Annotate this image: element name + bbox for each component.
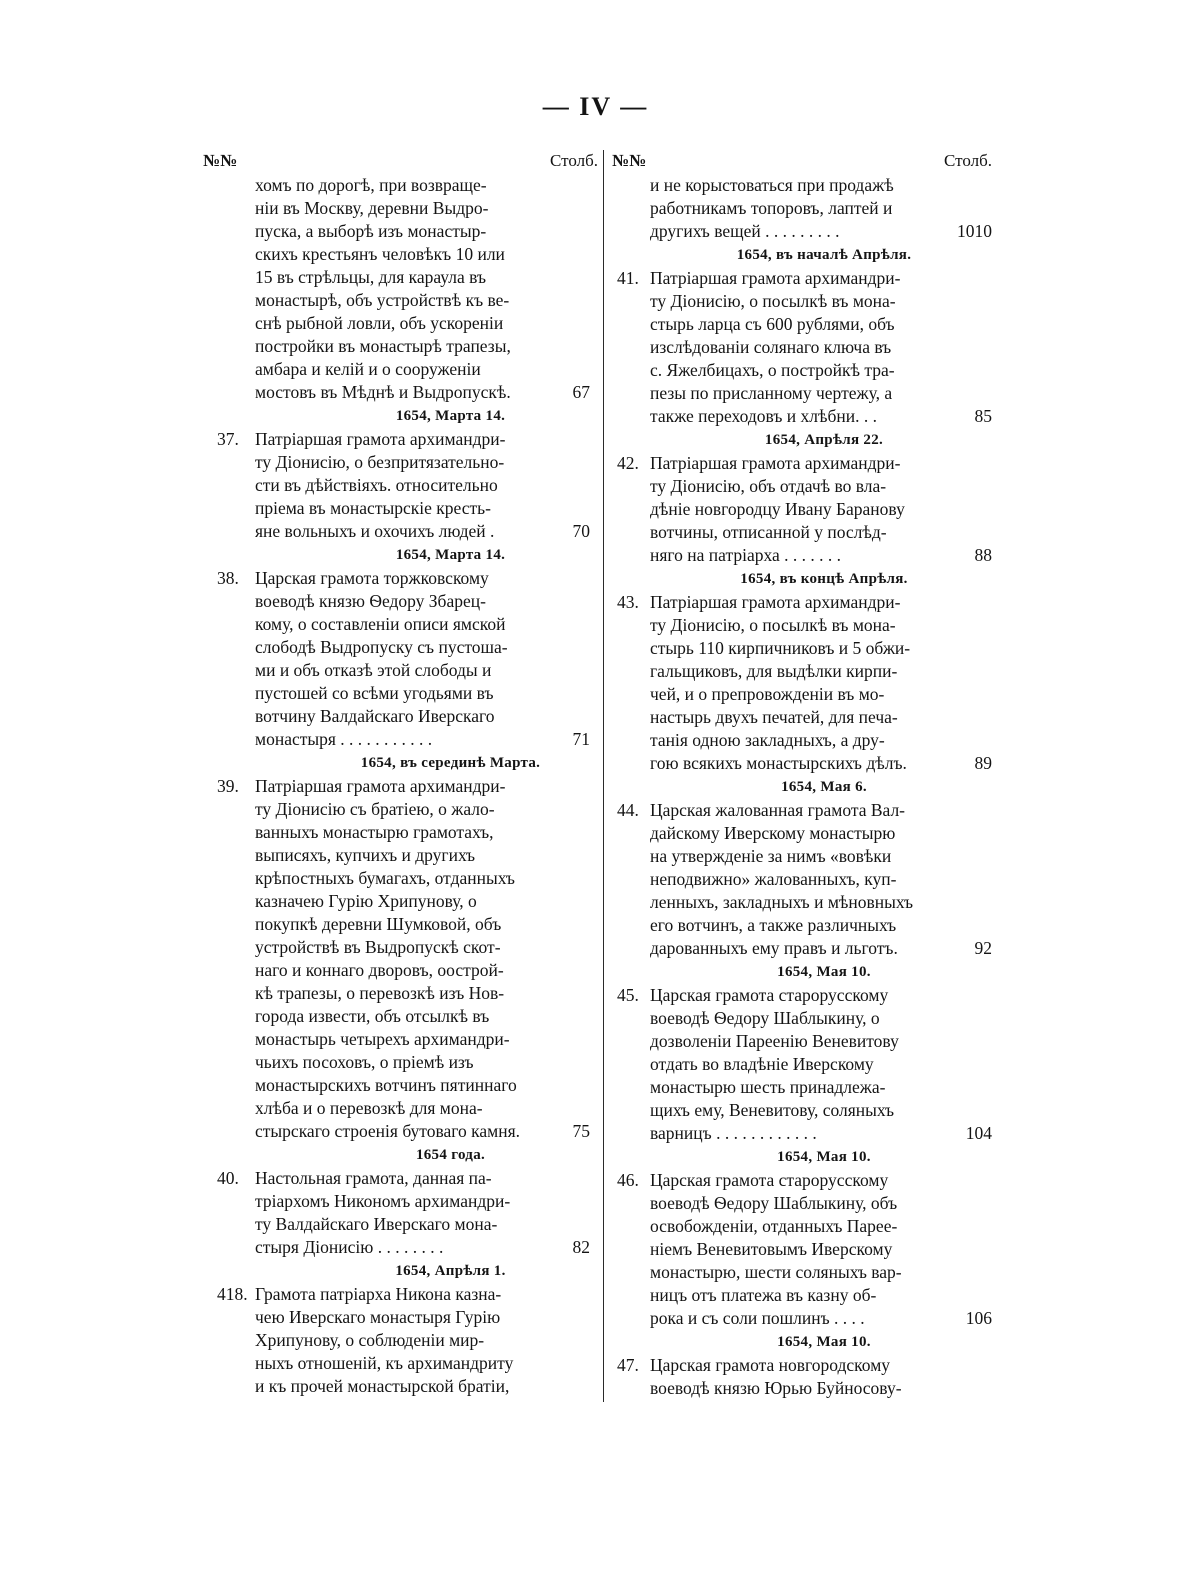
entry-text: стырь ларца съ 600 рублями, объ — [650, 314, 895, 334]
entry-text: 15 въ стрѣльцы, для караула въ — [255, 267, 487, 287]
column-reference: 67 — [572, 382, 590, 402]
document-entry — [612, 267, 992, 428]
column-reference: 89 — [974, 753, 992, 773]
entry-date: 1654, въ концѣ Апрѣля. — [740, 571, 908, 587]
entry-line — [203, 890, 598, 913]
entry-number: 41. — [617, 268, 639, 288]
entry-text: крѣпостныхъ бумагахъ, отданныхъ — [255, 868, 515, 888]
entry-line — [612, 914, 992, 937]
entry-text: монастыря . . . . . . . . . . . — [255, 729, 433, 749]
document-entry — [612, 452, 992, 567]
document-entry — [612, 591, 992, 775]
entry-text: вотчину Валдайскаго Иверскаго — [255, 706, 495, 726]
column-reference: 85 — [974, 406, 992, 426]
entry-text: ту Діонисію, о посылкѣ въ мона- — [650, 291, 896, 311]
entry-text: отдать во владѣніе Иверскому — [650, 1054, 874, 1074]
entry-text: чей, и о препровожденіи въ мо- — [650, 684, 885, 704]
entry-line — [612, 1099, 992, 1122]
entry-text: Патріаршая грамота архимандри- — [650, 453, 901, 473]
entry-text: ванныхъ монастырю грамотахъ, — [255, 822, 494, 842]
entry-line — [203, 381, 598, 404]
document-entry — [203, 1167, 598, 1259]
entry-text: амбара и келій и о сооруженіи — [255, 359, 481, 379]
entry-text: стырскаго строенія бутоваго камня. — [255, 1121, 521, 1141]
entry-text: тріархомъ Никономъ архимандри- — [255, 1191, 511, 1211]
entry-text: дайскому Иверскому монастырю — [650, 823, 896, 843]
right-column — [612, 148, 992, 1400]
entry-text: стыря Діонисію . . . . . . . . — [255, 1237, 444, 1257]
entry-text: его вотчинъ, а также различныхъ — [650, 915, 897, 935]
entry-line — [203, 1283, 598, 1306]
entry-line — [612, 267, 992, 290]
entry-text: выписяхъ, купчихъ и другихъ — [255, 845, 476, 865]
entry-line — [203, 567, 598, 590]
entry-line — [612, 544, 992, 567]
entry-number: 38. — [217, 568, 239, 588]
entry-text: гальщиковъ, для выдѣлки кирпи- — [650, 661, 898, 681]
entry-text: ми и объ отказѣ этой слободы и — [255, 660, 492, 680]
document-entry — [612, 799, 992, 960]
entry-text: дѣніе новгородцу Ивану Баранову — [650, 499, 905, 519]
entry-line — [612, 614, 992, 637]
entry-text: неподвижно» жалованныхъ, куп- — [650, 869, 897, 889]
entry-line — [203, 913, 598, 936]
entry-line — [203, 358, 598, 381]
entry-text: пустошей со всѣми угодьями въ — [255, 683, 494, 703]
entry-line — [203, 798, 598, 821]
entry-number: 44. — [617, 800, 639, 820]
entry-line — [612, 591, 992, 614]
entry-text: покупкѣ деревни Шумковой, объ — [255, 914, 502, 934]
entry-number: 46. — [617, 1170, 639, 1190]
entry-text: пезы по присланному чертежу, а — [650, 383, 893, 403]
entry-line — [612, 1053, 992, 1076]
entry-text: ницъ отъ платежа въ казну об- — [650, 1285, 877, 1305]
entry-text: ту Діонисію, о посылкѣ въ мона- — [650, 615, 896, 635]
entry-line — [203, 1120, 598, 1143]
entry-line — [612, 336, 992, 359]
left-number-header: №№ — [203, 151, 238, 170]
entry-line — [203, 821, 598, 844]
entry-text: кому, о составленіи описи ямской — [255, 614, 506, 634]
entry-line — [612, 845, 992, 868]
column-reference: 104 — [965, 1123, 992, 1143]
entry-date: 1654, въ серединѣ Марта. — [360, 755, 541, 771]
entry-number: 47. — [617, 1355, 639, 1375]
entry-line — [203, 520, 598, 543]
entry-text: слободѣ Выдропуску съ пустоша- — [255, 637, 508, 657]
entry-date: 1654, Апрѣля 22. — [764, 432, 884, 448]
entry-text: Настольная грамота, данная па- — [255, 1168, 492, 1188]
entry-line — [203, 266, 598, 289]
entry-text: монастырю шесть принадлежа- — [650, 1077, 886, 1097]
entry-text: пуска, а выборѣ изъ монастыр- — [255, 221, 487, 241]
entry-line — [612, 1261, 992, 1284]
continuation-entry — [612, 174, 992, 243]
entry-text: настырь двухъ печатей, для печа- — [650, 707, 898, 727]
entry-text: ту Діонисію, объ отдачѣ во вла- — [650, 476, 887, 496]
entry-date: 1654 года. — [415, 1147, 486, 1163]
entry-line — [203, 335, 598, 358]
entry-text: Патріаршая грамота архимандри- — [650, 268, 901, 288]
entry-text: Царская грамота новгородскому — [650, 1355, 891, 1375]
entry-text: ныхъ отношеній, къ архимандриту — [255, 1353, 514, 1373]
entry-text: также переходовъ и хлѣбни. . . — [650, 406, 878, 426]
entry-text: монастырскихъ вотчинъ пятиннаго — [255, 1075, 517, 1095]
entry-text: Царская жалованная грамота Вал- — [650, 800, 906, 820]
document-entry — [612, 1169, 992, 1330]
document-entry — [203, 567, 598, 751]
entry-number: 43. — [617, 592, 639, 612]
entry-line — [203, 1005, 598, 1028]
entry-line — [203, 243, 598, 266]
column-reference: 70 — [572, 521, 590, 541]
entry-text: работникамъ топоровъ, лаптей и — [650, 198, 893, 218]
entry-line — [203, 197, 598, 220]
entry-line — [612, 1076, 992, 1099]
entry-line — [612, 1377, 992, 1400]
column-reference: 82 — [572, 1237, 590, 1257]
entry-text: освобожденіи, отданныхъ Парее- — [650, 1216, 898, 1236]
entry-line — [203, 1051, 598, 1074]
entry-text: Патріаршая грамота архимандри- — [650, 592, 901, 612]
entry-line — [612, 891, 992, 914]
entry-line — [203, 1375, 598, 1398]
column-divider — [603, 150, 604, 1402]
entry-text: кѣ трапезы, о перевозкѣ изъ Нов- — [255, 983, 505, 1003]
continuation-entry — [203, 174, 598, 404]
entry-line — [612, 937, 992, 960]
page-number: — IV — — [542, 92, 649, 121]
entry-text: Царская грамота старорусскому — [650, 985, 889, 1005]
entry-text: яне вольныхъ и охочихъ людей . — [255, 521, 495, 541]
entry-line — [612, 174, 992, 197]
entry-text: изслѣдованіи солянаго ключа въ — [650, 337, 892, 357]
entry-text: воеводѣ Ѳедору Шаблыкину, о — [650, 1008, 880, 1028]
left-column-ref-header: Столб. — [550, 151, 598, 170]
entry-line — [612, 475, 992, 498]
entry-text: чею Иверскаго монастыря Гурію — [255, 1307, 501, 1327]
entry-line — [203, 613, 598, 636]
entry-text: ленныхъ, закладныхъ и мѣновныхъ — [650, 892, 914, 912]
entry-date: 1654, Мая 6. — [781, 779, 867, 795]
entry-text: Царская грамота торжковскому — [255, 568, 489, 588]
entry-line — [203, 728, 598, 751]
entry-line — [203, 705, 598, 728]
entry-text: постройки въ монастырѣ трапезы, — [255, 336, 511, 356]
entry-line — [612, 197, 992, 220]
entry-text: воеводѣ князю Юрью Буйносову- — [650, 1378, 902, 1398]
left-column — [203, 148, 598, 1398]
entry-text: ту Діонисію, о безпритязательно- — [255, 452, 505, 472]
document-entry — [203, 1283, 598, 1398]
entry-line — [612, 752, 992, 775]
entry-number: 39. — [217, 776, 239, 796]
entry-text: пріема въ монастырскіе кресть- — [255, 498, 491, 518]
entry-line — [612, 799, 992, 822]
right-column-ref-header: Столб. — [944, 151, 992, 170]
entry-text: другихъ вещей . . . . . . . . . — [650, 221, 840, 241]
document-entry — [203, 428, 598, 543]
entry-line — [612, 1307, 992, 1330]
entry-line — [203, 1306, 598, 1329]
entry-line — [612, 1007, 992, 1030]
entry-text: Патріаршая грамота архимандри- — [255, 429, 506, 449]
left-column-header — [203, 148, 598, 174]
entry-line — [203, 590, 598, 613]
entry-text: дарованныхъ ему правъ и льготъ. — [650, 938, 898, 958]
entry-text: ту Валдайскаго Иверскаго мона- — [255, 1214, 498, 1234]
column-reference: 88 — [974, 545, 992, 565]
entry-text: рока и съ соли пошлинъ . . . . — [650, 1308, 865, 1328]
entry-line — [612, 868, 992, 891]
entry-text: города извести, объ отсылкѣ въ — [255, 1006, 490, 1026]
entry-date: 1654, Марта 14. — [395, 408, 506, 424]
entry-text: снѣ рыбной ловли, объ ускореніи — [255, 313, 504, 333]
entry-text: дозволеніи Пареенію Веневитову — [650, 1031, 899, 1051]
entry-text: монастырь четырехъ архимандри- — [255, 1029, 510, 1049]
entry-line — [203, 867, 598, 890]
entry-text: воеводѣ князю Ѳедору Збарец- — [255, 591, 486, 611]
entry-text: гою всякихъ монастырскихъ дѣлъ. — [650, 753, 907, 773]
column-reference: 92 — [974, 938, 992, 958]
entry-line — [612, 405, 992, 428]
entry-line — [612, 1238, 992, 1261]
entry-text: мостовъ въ Мѣднѣ и Выдропускѣ. — [255, 382, 511, 402]
entry-line — [203, 959, 598, 982]
entry-line — [203, 659, 598, 682]
entry-number: 40. — [217, 1168, 239, 1188]
entry-line — [203, 220, 598, 243]
entry-line — [203, 1352, 598, 1375]
entry-line — [612, 1169, 992, 1192]
entry-line — [612, 822, 992, 845]
document-entry — [203, 775, 598, 1143]
entry-line — [203, 636, 598, 659]
entry-line — [203, 451, 598, 474]
entry-line — [203, 1074, 598, 1097]
entry-line — [203, 1167, 598, 1190]
entry-line — [203, 1213, 598, 1236]
entry-text: чьихъ посоховъ, о пріемѣ изъ — [255, 1052, 474, 1072]
entry-number: 42. — [617, 453, 639, 473]
entry-number: 418. — [217, 1284, 248, 1304]
entry-line — [612, 706, 992, 729]
entry-text: варницъ . . . . . . . . . . . . — [650, 1123, 817, 1143]
entry-line — [612, 290, 992, 313]
entry-line — [612, 359, 992, 382]
entry-line — [203, 1329, 598, 1352]
entry-text: и не корыстоваться при продажѣ — [650, 175, 894, 195]
entry-line — [203, 474, 598, 497]
entry-line — [203, 174, 598, 197]
entry-text: Грамота патріарха Никона казна- — [255, 1284, 502, 1304]
entry-text: стырь 110 кирпичниковъ и 5 обжи- — [650, 638, 911, 658]
entry-text: вотчины, отписанной у послѣд- — [650, 522, 887, 542]
entry-line — [203, 982, 598, 1005]
entry-text: Патріаршая грамота архимандри- — [255, 776, 506, 796]
entry-text: хлѣба и о перевозкѣ для мона- — [255, 1098, 483, 1118]
right-column-header — [612, 148, 992, 174]
entry-date: 1654, Марта 14. — [395, 547, 506, 563]
entry-line — [612, 1284, 992, 1307]
entry-date: 1654, Мая 10. — [777, 964, 871, 980]
entry-date: 1654, Мая 10. — [777, 1149, 871, 1165]
entry-text: скихъ крестьянъ человѣкъ 10 или — [255, 244, 505, 264]
entry-date: 1654, Мая 10. — [777, 1334, 871, 1350]
entry-line — [203, 1190, 598, 1213]
entry-line — [203, 1236, 598, 1259]
entry-number: 45. — [617, 985, 639, 1005]
entry-line — [203, 775, 598, 798]
entry-line — [203, 682, 598, 705]
entry-text: наго и коннаго дворовъ, оострой- — [255, 960, 504, 980]
column-reference: 106 — [965, 1308, 992, 1328]
entry-line — [612, 660, 992, 683]
entry-line — [203, 289, 598, 312]
entry-line — [203, 936, 598, 959]
entry-line — [612, 1122, 992, 1145]
column-reference: 75 — [572, 1121, 590, 1141]
entry-date: 1654, въ началѣ Апрѣля. — [736, 247, 912, 263]
entry-date: 1654, Апрѣля 1. — [395, 1263, 506, 1279]
entry-text: няго на патріарха . . . . . . . — [650, 545, 841, 565]
entry-line — [612, 1215, 992, 1238]
entry-number: 37. — [217, 429, 239, 449]
entry-line — [203, 312, 598, 335]
entry-text: и къ прочей монастырской братіи, — [255, 1376, 510, 1396]
entry-line — [203, 1097, 598, 1120]
entry-text: ту Діонисію съ братіею, о жало- — [255, 799, 495, 819]
document-entry — [612, 984, 992, 1145]
entry-line — [203, 1028, 598, 1051]
entry-line — [612, 382, 992, 405]
entry-line — [612, 984, 992, 1007]
column-reference: 71 — [572, 729, 590, 749]
entry-text: щихъ ему, Веневитову, соляныхъ — [650, 1100, 895, 1120]
entry-line — [612, 452, 992, 475]
entry-text: Хрипунову, о соблюденіи мир- — [255, 1330, 485, 1350]
entry-text: устройствѣ въ Выдропускѣ скот- — [255, 937, 501, 957]
entry-text: монастырѣ, объ устройствѣ къ ве- — [255, 290, 510, 310]
entry-text: на утвержденіе за нимъ «вовѣки — [650, 846, 892, 866]
entry-text: казначею Гурію Хрипунову, о — [255, 891, 477, 911]
entry-text: хомъ по дорогѣ, при возвраще- — [255, 175, 487, 195]
entry-line — [612, 220, 992, 243]
entry-line — [612, 1354, 992, 1377]
entry-line — [612, 729, 992, 752]
entry-line — [612, 637, 992, 660]
column-reference: 1010 — [957, 221, 992, 241]
entry-text: с. Яжелбицахъ, о постройкѣ тра- — [650, 360, 895, 380]
entry-line — [612, 1192, 992, 1215]
entry-line — [203, 428, 598, 451]
document-entry — [612, 1354, 992, 1400]
entry-line — [612, 521, 992, 544]
entry-line — [203, 844, 598, 867]
right-number-header: №№ — [612, 151, 647, 170]
entry-text: танія одною закладныхъ, а дру- — [650, 730, 885, 750]
entry-text: сти въ дѣйствіяхъ. относительно — [255, 475, 498, 495]
entry-line — [612, 683, 992, 706]
entry-text: монастырю, шести соляныхъ вар- — [650, 1262, 902, 1282]
entry-text: ніи въ Москву, деревни Выдро- — [255, 198, 489, 218]
entry-line — [612, 498, 992, 521]
entry-text: ніемъ Веневитовымъ Иверскому — [650, 1239, 893, 1259]
entry-line — [612, 313, 992, 336]
entry-text: Царская грамота старорусскому — [650, 1170, 889, 1190]
entry-text: воеводѣ Ѳедору Шаблыкину, объ — [650, 1193, 898, 1213]
entry-line — [612, 1030, 992, 1053]
entry-line — [203, 497, 598, 520]
